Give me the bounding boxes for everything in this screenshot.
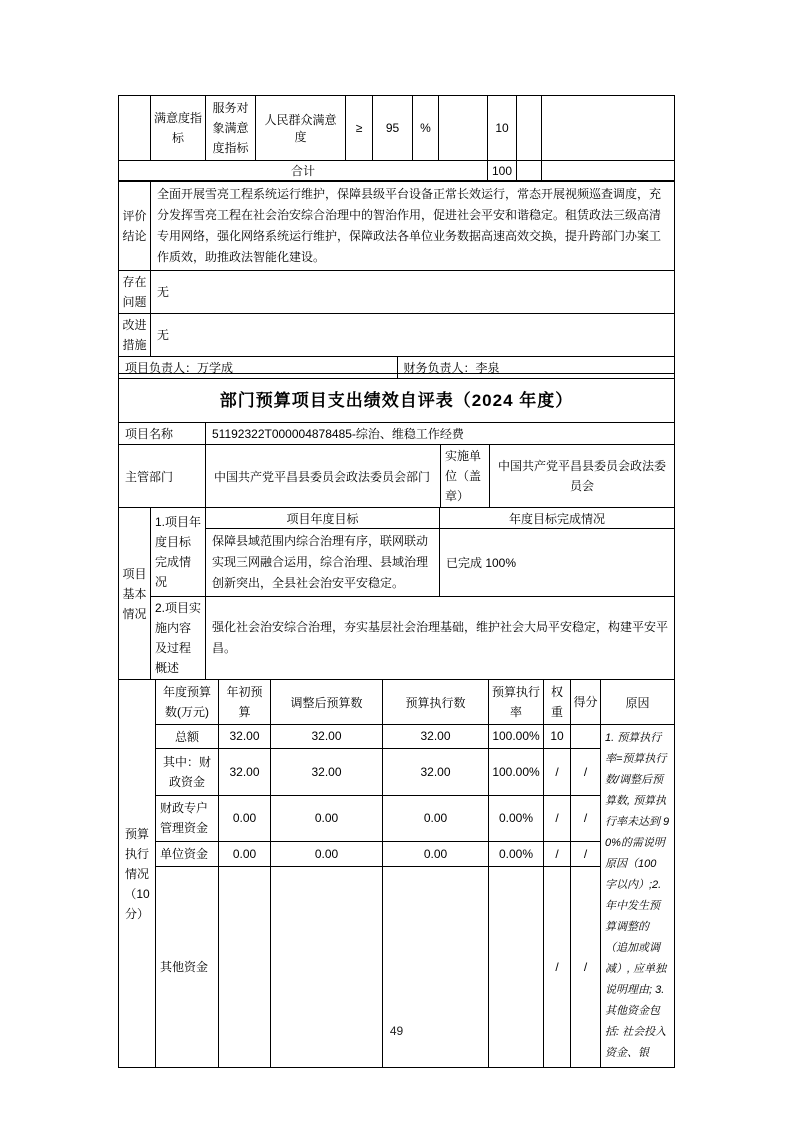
satisfaction-note-cell <box>542 96 675 161</box>
total-score-cell <box>517 161 542 182</box>
budget-total-adjusted: 32.00 <box>271 725 383 749</box>
total-value-cell: 100 <box>488 161 517 182</box>
impl-unit-label-cell: 实施单位（盖章） <box>441 445 490 508</box>
total-label-cell: 合计 <box>119 161 488 182</box>
impl-unit-value-cell: 中国共产党平昌县委员会政法委员会 <box>490 445 675 508</box>
budget-reason-cell: 1. 预算执行率=预算执行数/调整后预算数, 预算执行率未达到 90%的需说明原因（100 字以内）;2. 年中发生预算调整的（追加或调减）, 应单独说明理由; 3. 其他资金包括: 社会投入资金、银 <box>601 725 675 1068</box>
satisfaction-subcategory-cell: 服务对象满意度指标 <box>206 96 256 161</box>
t2-title-row <box>119 374 675 423</box>
total-row <box>119 161 675 182</box>
budget-fiscal-initial: 32.00 <box>219 748 271 795</box>
budget-fiscal-score: / <box>571 748 601 795</box>
department-label-cell: 主管部门 <box>119 445 206 508</box>
satisfaction-spacer-cell <box>119 96 151 161</box>
satisfaction-target-cell: 95 <box>373 96 413 161</box>
t2-budget-table <box>118 679 675 1068</box>
table-title: 部门预算项目支出绩效自评表（2024 年度） <box>119 374 675 423</box>
budget-unit-executed: 0.00 <box>383 842 489 867</box>
satisfaction-row <box>119 96 675 161</box>
finance-lead-label: 财务负责人：李泉 <box>397 357 675 378</box>
budget-header-row <box>119 680 675 725</box>
conclusion-text-cell: 全面开展雪亮工程系统运行维护，保障县级平台设备正常长效运行，常态开展视频巡查调度，充分发挥雪亮工程在社会治安综合治理中的智治作用，促进社会平安和谐稳定。租赁政法三级高清专用网络，强化网络系统运行维护，保障政法各单位业务数据高速高效交换，提升跨部门办案工作质效，助推政法智能化建设。 <box>151 181 675 271</box>
budget-unit-weight: / <box>544 842 571 867</box>
project-lead-label: 项目负责人：万学成 <box>125 361 234 375</box>
budget-total-executed: 32.00 <box>383 725 489 749</box>
goal-label-cell: 1.项目年度目标完成情况 <box>151 508 206 597</box>
satisfaction-blank-cell <box>439 96 488 161</box>
budget-header-adjusted: 调整后预算数 <box>271 680 383 725</box>
satisfaction-score-cell <box>517 96 542 161</box>
improvements-row <box>119 314 675 357</box>
budget-total-initial: 32.00 <box>219 725 271 749</box>
budget-special-rate: 0.00% <box>489 795 544 842</box>
impl-content-row <box>119 597 675 680</box>
improvements-text-cell: 无 <box>151 314 675 357</box>
page-number: 49 <box>389 1024 404 1038</box>
budget-special-adjusted: 0.00 <box>271 795 383 842</box>
budget-header-executed: 预算执行数 <box>383 680 489 725</box>
department-row <box>119 445 675 508</box>
improvements-label-cell: 改进措施 <box>119 314 151 357</box>
budget-other-score: / <box>571 867 601 1068</box>
budget-fiscal-executed: 32.00 <box>383 748 489 795</box>
budget-special-executed: 0.00 <box>383 795 489 842</box>
budget-header-category: 年度预算数(万元) <box>156 680 219 725</box>
budget-header-score: 得分 <box>571 680 601 725</box>
budget-header-rate: 预算执行率 <box>489 680 544 725</box>
problems-text-cell: 无 <box>151 271 675 314</box>
satisfaction-indicator-cell: 人民群众满意度 <box>256 96 346 161</box>
goal-text-cell: 保障县域范围内综合治理有序，联网联动实现三网融合运用，综合治理、县域治理创新突出，全县社会治安平安稳定。 <box>206 529 440 597</box>
satisfaction-category-cell: 满意度指标 <box>151 96 206 161</box>
evaluation-table-continuation <box>118 95 675 379</box>
budget-total-rate: 100.00% <box>489 725 544 749</box>
goal-header-row <box>119 508 675 529</box>
budget-fiscal-rate: 100.00% <box>489 748 544 795</box>
impl-label-cell: 2.项目实施内容及过程概述 <box>151 597 206 680</box>
basic-section-label-cell: 项目基本情况 <box>119 508 151 680</box>
budget-special-initial: 0.00 <box>219 795 271 842</box>
problems-label-cell: 存在问题 <box>119 271 151 314</box>
satisfaction-unit-cell: % <box>413 96 439 161</box>
t2-department-table <box>118 444 675 508</box>
goal-header-cell: 项目年度目标 <box>206 508 440 529</box>
total-note-cell <box>542 161 675 182</box>
budget-unit-label: 单位资金 <box>156 842 219 867</box>
budget-header-weight: 权重 <box>544 680 571 725</box>
budget-row-total <box>119 725 675 749</box>
budget-fiscal-adjusted: 32.00 <box>271 748 383 795</box>
completion-text-cell: 已完成 100% <box>440 529 675 597</box>
satisfaction-weight-cell: 10 <box>488 96 517 161</box>
budget-other-label: 其他资金 <box>156 867 219 1068</box>
budget-special-score: / <box>571 795 601 842</box>
budget-total-label: 总额 <box>156 725 219 749</box>
budget-header-reason: 原因 <box>601 680 675 725</box>
budget-unit-initial: 0.00 <box>219 842 271 867</box>
conclusion-label-cell: 评价结论 <box>119 181 151 271</box>
t2-title-table <box>118 373 675 423</box>
budget-section-label-cell: 预算执行情况（10分） <box>119 680 156 1068</box>
budget-unit-rate: 0.00% <box>489 842 544 867</box>
budget-special-weight: / <box>544 795 571 842</box>
project-name-value-cell: 51192322T000004878485-综治、维稳工作经费 <box>206 423 675 445</box>
budget-fiscal-label: 其中：财政资金 <box>156 748 219 795</box>
budget-other-weight: / <box>544 867 571 1068</box>
budget-row-special-account <box>119 795 675 842</box>
project-name-row <box>119 423 675 445</box>
project-name-label-cell: 项目名称 <box>119 423 206 445</box>
budget-fiscal-weight: / <box>544 748 571 795</box>
problems-row <box>119 271 675 314</box>
budget-header-initial: 年初预算 <box>219 680 271 725</box>
budget-total-weight: 10 <box>544 725 571 749</box>
t2-project-name-table <box>118 422 675 445</box>
completion-header-cell: 年度目标完成情况 <box>440 508 675 529</box>
self-evaluation-table-2024 <box>118 373 675 1068</box>
conclusion-row <box>119 181 675 271</box>
budget-unit-score: / <box>571 842 601 867</box>
budget-special-label: 财政专户管理资金 <box>156 795 219 842</box>
budget-row-unit-funds <box>119 842 675 867</box>
budget-total-score <box>571 725 601 749</box>
department-value-cell: 中国共产党平昌县委员会政法委员会部门 <box>206 445 441 508</box>
impl-text-cell: 强化社会治安综合治理，夯实基层社会治理基础，维护社会大局平安稳定，构建平安平昌。 <box>206 597 675 680</box>
t2-basic-info-table <box>118 507 675 680</box>
budget-unit-adjusted: 0.00 <box>271 842 383 867</box>
budget-row-fiscal <box>119 748 675 795</box>
satisfaction-operator-cell: ≥ <box>346 96 373 161</box>
